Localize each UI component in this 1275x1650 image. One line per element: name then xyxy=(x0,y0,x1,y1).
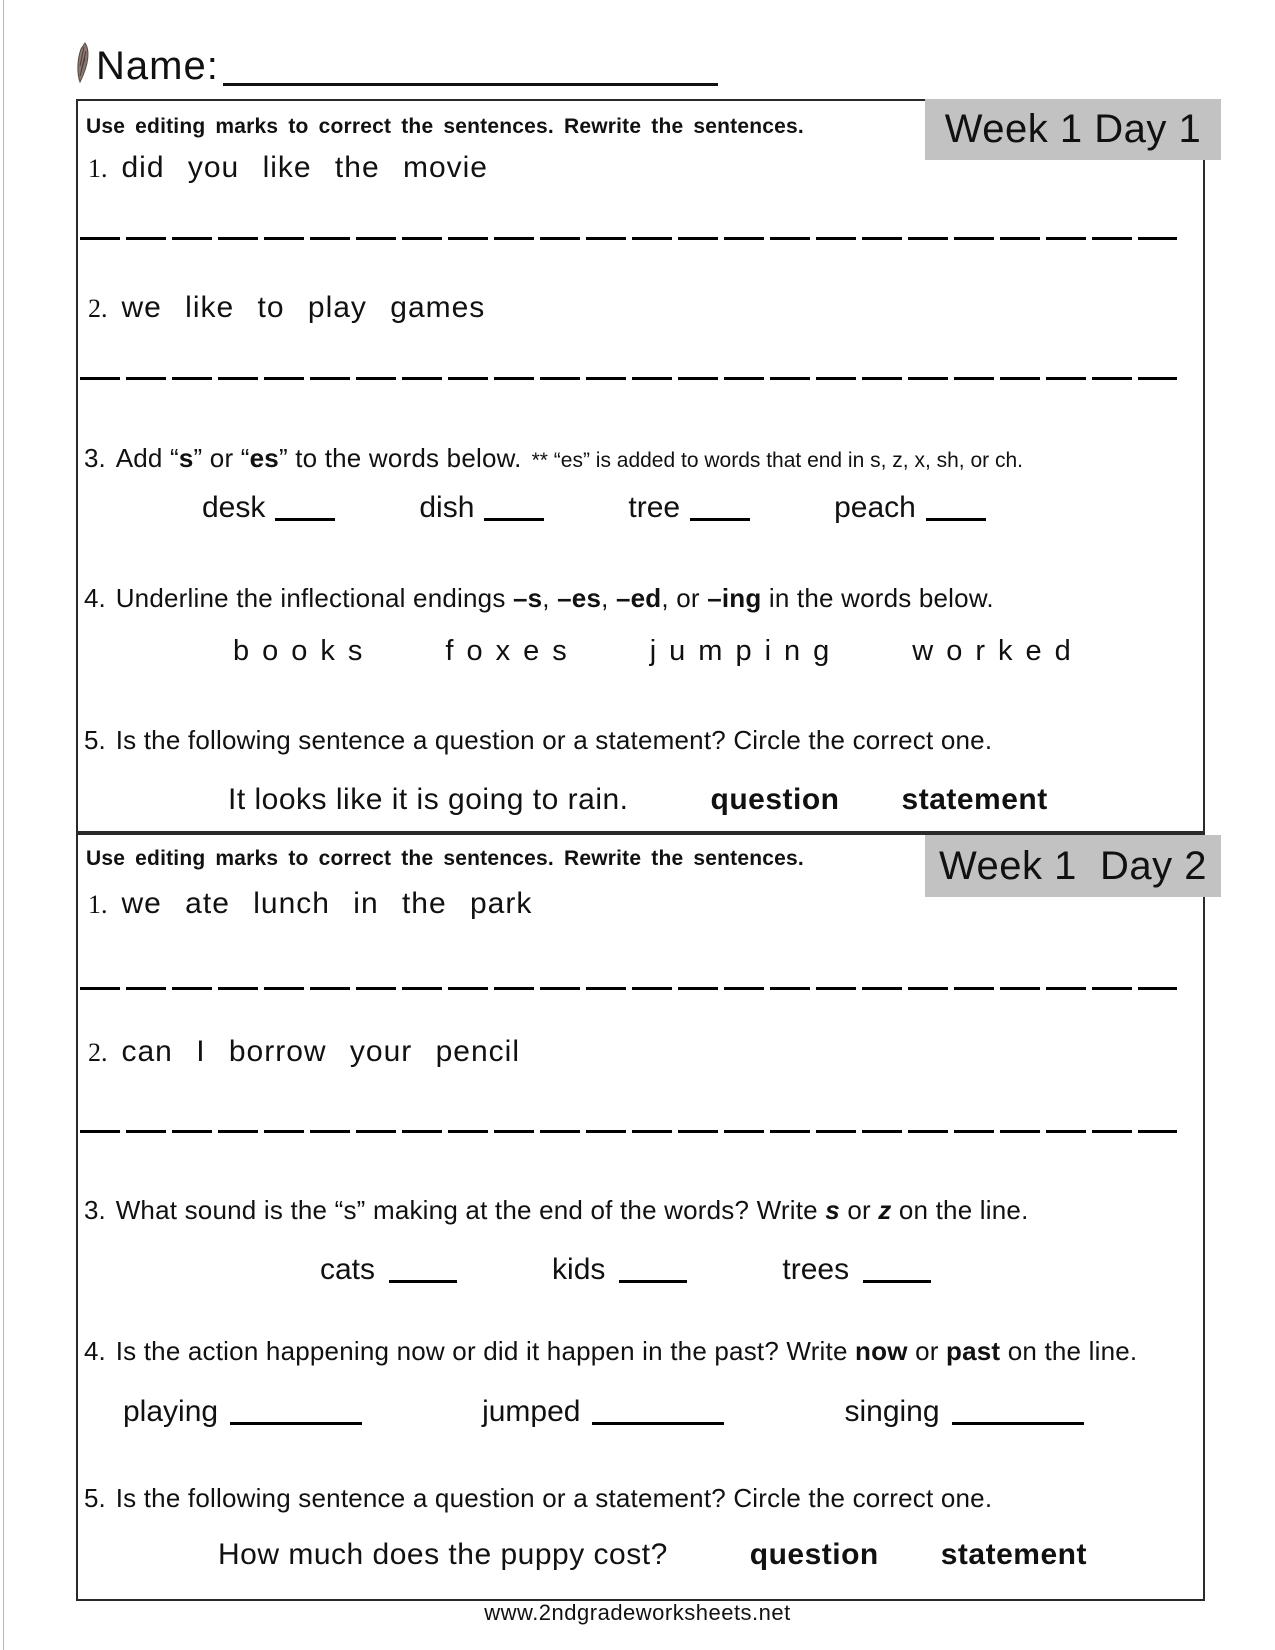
name-label: Name: xyxy=(96,44,219,88)
bold-term: –s xyxy=(512,583,543,613)
footer-url: www.2ndgradeworksheets.net xyxy=(484,1600,791,1625)
question-3 xyxy=(84,1195,1029,1226)
word-with-blank xyxy=(320,1253,457,1287)
question-text: on the line. xyxy=(1000,1336,1138,1366)
word: kids xyxy=(552,1253,606,1286)
word-blank xyxy=(690,492,750,521)
question-2 xyxy=(88,291,485,325)
quill-feather-icon xyxy=(72,42,94,84)
question-number: 4. xyxy=(84,583,106,613)
question-note: ** “es” is added to words that end in s, z, x, sh, or ch. xyxy=(531,449,1023,472)
question-number: 1. xyxy=(88,890,108,919)
question-1 xyxy=(88,151,488,185)
question-text: Is the following sentence a question or a statement? Circle the correct one. xyxy=(115,725,993,755)
word-with-blank xyxy=(628,491,750,525)
example-sentence: How much does the puppy cost? xyxy=(218,1538,668,1571)
word-with-blank xyxy=(123,1395,362,1429)
question-number: 3. xyxy=(84,1195,106,1225)
question-4 xyxy=(84,1336,1137,1367)
question-text: ” or “ xyxy=(193,443,250,473)
choice-statement: statement xyxy=(901,783,1048,816)
bold-term: es xyxy=(249,443,279,473)
choice-statement: statement xyxy=(940,1538,1087,1571)
question-number: 4. xyxy=(84,1336,106,1366)
answer-line xyxy=(80,377,1177,380)
word-blank xyxy=(592,1396,724,1425)
question-number: 5. xyxy=(84,725,106,755)
question-sentence: we like to play games xyxy=(121,291,486,324)
question-2 xyxy=(88,1035,520,1069)
word: foxes xyxy=(445,635,580,667)
word-blank xyxy=(619,1254,687,1283)
word-blank xyxy=(230,1396,362,1425)
question-4 xyxy=(84,583,994,614)
word-with-blank xyxy=(782,1253,931,1287)
bold-term: z xyxy=(878,1195,892,1225)
word: playing xyxy=(123,1395,219,1428)
fill-in-words-row xyxy=(123,1395,1084,1429)
word: jumping xyxy=(649,635,843,667)
word: tree xyxy=(628,491,681,524)
word-blank xyxy=(484,492,544,521)
bold-term: s xyxy=(825,1195,840,1225)
question-number: 3. xyxy=(84,443,106,473)
word: jumped xyxy=(482,1395,581,1428)
word-blank xyxy=(952,1396,1084,1425)
circle-choice-row xyxy=(218,1538,1087,1572)
word: peach xyxy=(834,491,916,524)
fill-in-words-row xyxy=(320,1253,931,1287)
bold-term: –ing xyxy=(707,583,762,613)
choice-question: question xyxy=(749,1538,879,1571)
word-with-blank xyxy=(482,1395,724,1429)
word-blank xyxy=(863,1254,931,1283)
question-text: Is the action happening now or did it happen in the past? Write xyxy=(115,1336,856,1366)
word-with-blank xyxy=(834,491,986,525)
bold-term: now xyxy=(855,1336,908,1366)
instructions-text: Use editing marks to correct the sentences. Rewrite the sentences. xyxy=(86,115,804,138)
choice-question: question xyxy=(710,783,840,816)
question-number: 2. xyxy=(88,294,108,323)
word-with-blank xyxy=(419,491,544,525)
bold-term: –ed xyxy=(615,583,662,613)
question-text: on the line. xyxy=(891,1195,1029,1225)
question-text: , xyxy=(542,583,558,613)
word: singing xyxy=(844,1395,940,1428)
question-text: Is the following sentence a question or a statement? Circle the correct one. xyxy=(115,1483,993,1513)
question-text: ” to the words below. xyxy=(278,443,522,473)
question-number: 2. xyxy=(88,1038,108,1067)
word: worked xyxy=(912,635,1084,667)
word-with-blank xyxy=(202,491,335,525)
day-badge: Week 1 Day 2 xyxy=(925,835,1221,897)
word: desk xyxy=(202,491,266,524)
word: cats xyxy=(320,1253,376,1286)
word: books xyxy=(233,635,376,667)
question-text: or xyxy=(907,1336,947,1366)
question-3 xyxy=(84,443,1023,474)
word-blank xyxy=(926,492,986,521)
example-sentence: It looks like it is going to rain. xyxy=(228,783,629,816)
question-5 xyxy=(84,1483,992,1514)
question-text: What sound is the “s” making at the end of the words? Write xyxy=(115,1195,826,1225)
word-with-blank xyxy=(552,1253,687,1287)
fill-in-words-row xyxy=(202,491,986,525)
name-header xyxy=(72,42,718,86)
word: trees xyxy=(782,1253,850,1286)
question-sentence: can I borrow your pencil xyxy=(121,1035,520,1068)
section-week1-day2 xyxy=(76,833,1208,1601)
bold-term: –es xyxy=(557,583,602,613)
letter-spaced-words-row xyxy=(233,635,1084,668)
word-blank xyxy=(389,1254,457,1283)
instructions-text: Use editing marks to correct the sentences. Rewrite the sentences. xyxy=(86,847,804,870)
question-sentence: we ate lunch in the park xyxy=(121,887,533,920)
day-badge: Week 1 Day 1 xyxy=(925,99,1221,160)
word: dish xyxy=(419,491,475,524)
answer-line xyxy=(80,1130,1177,1133)
word-with-blank xyxy=(844,1395,1083,1429)
question-text: or xyxy=(839,1195,879,1225)
question-sentence: did you like the movie xyxy=(121,151,488,184)
name-blank-line xyxy=(223,49,718,86)
scan-edge-artifact xyxy=(3,0,4,1650)
word-blank xyxy=(275,492,335,521)
bold-term: s xyxy=(178,443,194,473)
answer-line xyxy=(80,237,1177,240)
question-1 xyxy=(88,887,532,921)
question-number: 1. xyxy=(88,154,108,183)
section-week1-day1 xyxy=(76,99,1205,833)
question-text: Underline the inflectional endings xyxy=(115,583,513,613)
circle-choice-row xyxy=(228,783,1048,817)
bold-term: past xyxy=(946,1336,1001,1366)
question-text: , or xyxy=(661,583,708,613)
question-text: Add “ xyxy=(115,443,179,473)
question-number: 5. xyxy=(84,1483,106,1513)
answer-line xyxy=(80,987,1177,990)
question-5 xyxy=(84,725,992,756)
question-text: in the words below. xyxy=(761,583,994,613)
question-text: , xyxy=(601,583,616,613)
